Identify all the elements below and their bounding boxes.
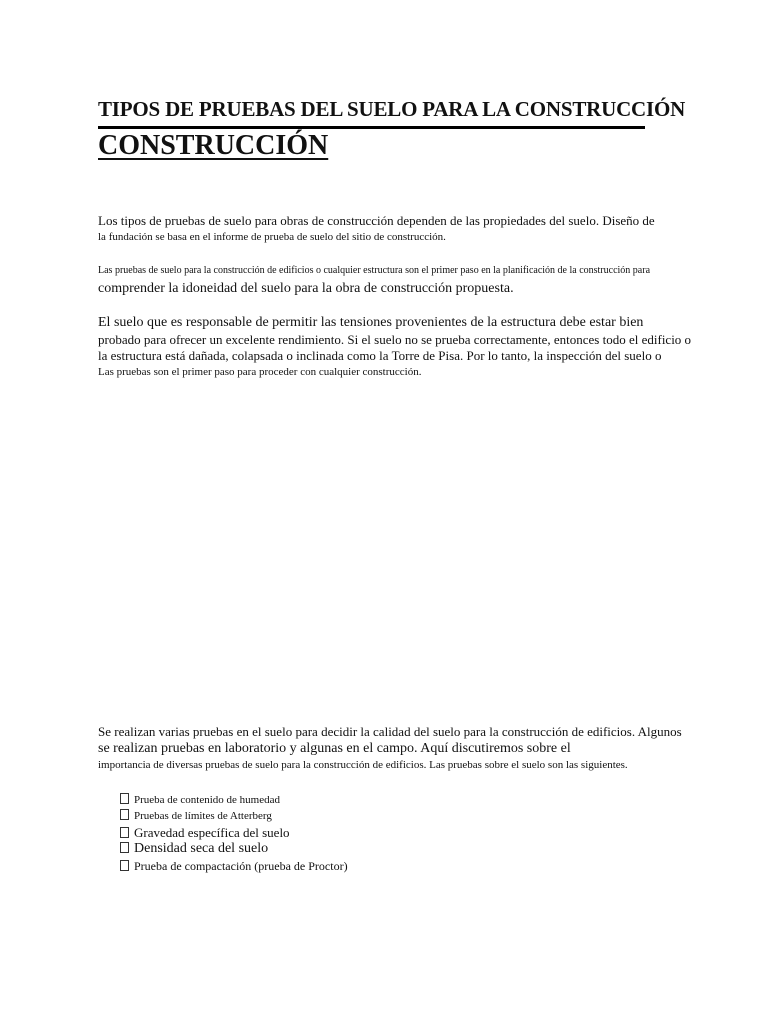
- list-item: Gravedad específica del suelo: [120, 825, 290, 841]
- checkbox-icon: [120, 827, 129, 838]
- list-item: Prueba de compactación (prueba de Proctor): [120, 859, 348, 874]
- checkbox-icon: [120, 793, 129, 804]
- checkbox-icon: [120, 809, 129, 820]
- paragraph-3-line-1: El suelo que es responsable de permitir las tensiones provenientes de la estructura debe estar bien: [98, 315, 644, 330]
- paragraph-3-line-2: probado para ofrecer un excelente rendimiento. Si el suelo no se prueba correctamente, entonces todo el edificio o: [98, 332, 692, 347]
- paragraph-3-line-4: Las pruebas son el primer paso para proceder con cualquier construcción.: [98, 366, 422, 378]
- paragraph-4-line-3: importancia de diversas pruebas de suelo para la construcción de edificios. Las pruebas sobre el suelo son las siguientes.: [98, 759, 628, 771]
- paragraph-2-line-1: Las pruebas de suelo para la construcción de edificios o cualquier estructura son el primer paso en la planificación de la construcción para: [98, 265, 651, 276]
- list-item: Prueba de contenido de humedad: [120, 793, 280, 806]
- paragraph-4-line-2: se realizan pruebas en laboratorio y algunas en el campo. Aquí discutiremos sobre el: [98, 741, 571, 756]
- paragraph-3-line-3: la estructura está dañada, colapsada o inclinada como la Torre de Pisa. Por lo tanto, la inspección del suelo o: [98, 348, 662, 363]
- checkbox-icon: [120, 842, 129, 853]
- list-item: Densidad seca del suelo: [120, 841, 268, 857]
- paragraph-1-line-2: la fundación se basa en el informe de prueba de suelo del sitio de construcción.: [98, 231, 446, 243]
- paragraph-4-line-1: Se realizan varias pruebas en el suelo para decidir la calidad del suelo para la construcción de edificios. Algunos: [98, 724, 682, 739]
- document-title: TIPOS DE PRUEBAS DEL SUELO PARA LA CONSTRUCCIÓN: [98, 97, 686, 121]
- paragraph-1-line-1: Los tipos de pruebas de suelo para obras de construcción dependen de las propiedades del suelo. Diseño de: [98, 213, 655, 228]
- list-item: Pruebas de límites de Atterberg: [120, 809, 272, 822]
- title-underline: [98, 126, 645, 129]
- paragraph-2-line-2: comprender la idoneidad del suelo para la obra de construcción propuesta.: [98, 281, 514, 296]
- checkbox-icon: [120, 860, 129, 871]
- document-subtitle: CONSTRUCCIÓN: [98, 130, 329, 161]
